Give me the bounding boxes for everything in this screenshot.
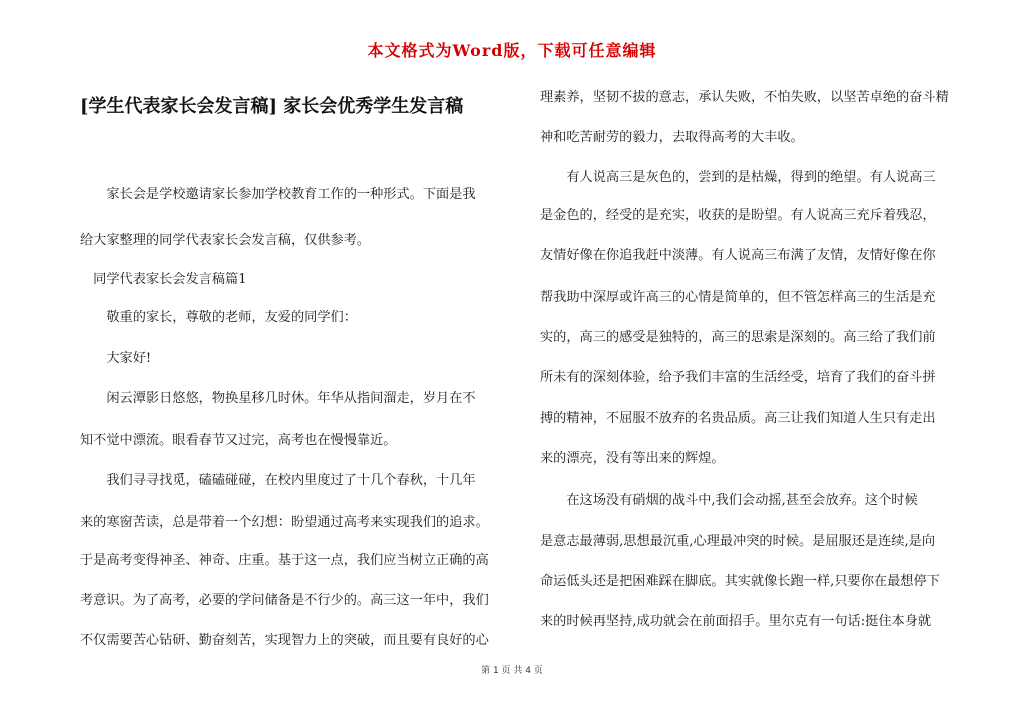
left-line: 敬重的家长，尊敬的老师，友爱的同学们： xyxy=(80,310,357,325)
right-line: 来的漂亮，没有等出来的辉煌。 xyxy=(540,451,725,466)
right-line: 友情好像在你追我赶中淡薄。有人说高三布满了友情，友情好像在你 xyxy=(540,248,936,263)
left-line: 于是高考变得神圣、神奇、庄重。基于这一点，我们应当树立正确的高 xyxy=(80,553,489,568)
right-line: 在这场没有硝烟的战斗中,我们会动摇,甚至会放弃。这个时候 xyxy=(540,493,918,508)
right-line: 理素养，坚韧不拔的意志，承认失败，不怕失败，以坚苦卓绝的奋斗精 xyxy=(540,90,949,105)
right-line: 帮我助中深厚或许高三的心情是简单的，但不管怎样高三的生活是充 xyxy=(540,290,936,305)
left-line: 闲云潭影日悠悠，物换星移几时休。年华从指间溜走，岁月在不 xyxy=(80,391,476,406)
left-line: 大家好! xyxy=(80,351,152,366)
left-line: 知不觉中漂流。眼看春节又过完，高考也在慢慢靠近。 xyxy=(80,433,397,448)
right-line: 命运低头还是把困难踩在脚底。其实就像长跑一样,只要你在最想停下 xyxy=(540,574,940,589)
left-line: 我们寻寻找觅，磕磕碰碰，在校内里度过了十几个春秋，十几年 xyxy=(80,473,476,488)
right-line: 有人说高三是灰色的，尝到的是枯燥，得到的绝望。有人说高三 xyxy=(540,170,936,185)
left-line: 来的寒窗苦读，总是带着一个幻想：盼望通过高考来实现我们的追求。 xyxy=(80,515,489,530)
document-title: [学生代表家长会发言稿] 家长会优秀学生发言稿 xyxy=(80,96,464,117)
left-line: 同学代表家长会发言稿篇1 xyxy=(80,272,247,287)
left-line: 考意识。为了高考，必要的学问储备是不行少的。高三这一年中，我们 xyxy=(80,593,489,608)
right-line: 所未有的深刻体验，给予我们丰富的生活经受，培育了我们的奋斗拼 xyxy=(540,370,936,385)
format-banner: 本文格式为Word版，下载可任意编辑 xyxy=(367,41,657,60)
left-line: 不仅需要苦心钻研、勤奋刻苦，实现智力上的突破，而且要有良好的心 xyxy=(80,633,489,648)
right-line: 实的，高三的感受是独特的，高三的思索是深刻的。高三给了我们前 xyxy=(540,330,936,345)
right-line: 是意志最薄弱,思想最沉重,心理最冲突的时候。是屈服还是连续,是向 xyxy=(540,534,936,549)
right-line: 来的时候再坚持,成功就会在前面招手。里尔克有一句话:挺住本身就 xyxy=(540,614,932,629)
right-line: 神和吃苦耐劳的毅力，去取得高考的大丰收。 xyxy=(540,130,804,145)
right-line: 是金色的，经受的是充实，收获的是盼望。有人说高三充斥着残忍， xyxy=(540,208,936,223)
left-line: 家长会是学校邀请家长参加学校教育工作的一种形式。下面是我 xyxy=(80,187,476,202)
page-footer: 第 1 页 共 4 页 xyxy=(481,666,543,676)
right-line: 搏的精神，不屈服不放弃的名贵品质。高三让我们知道人生只有走出 xyxy=(540,411,936,426)
left-line: 给大家整理的同学代表家长会发言稿，仅供参考。 xyxy=(80,233,371,248)
